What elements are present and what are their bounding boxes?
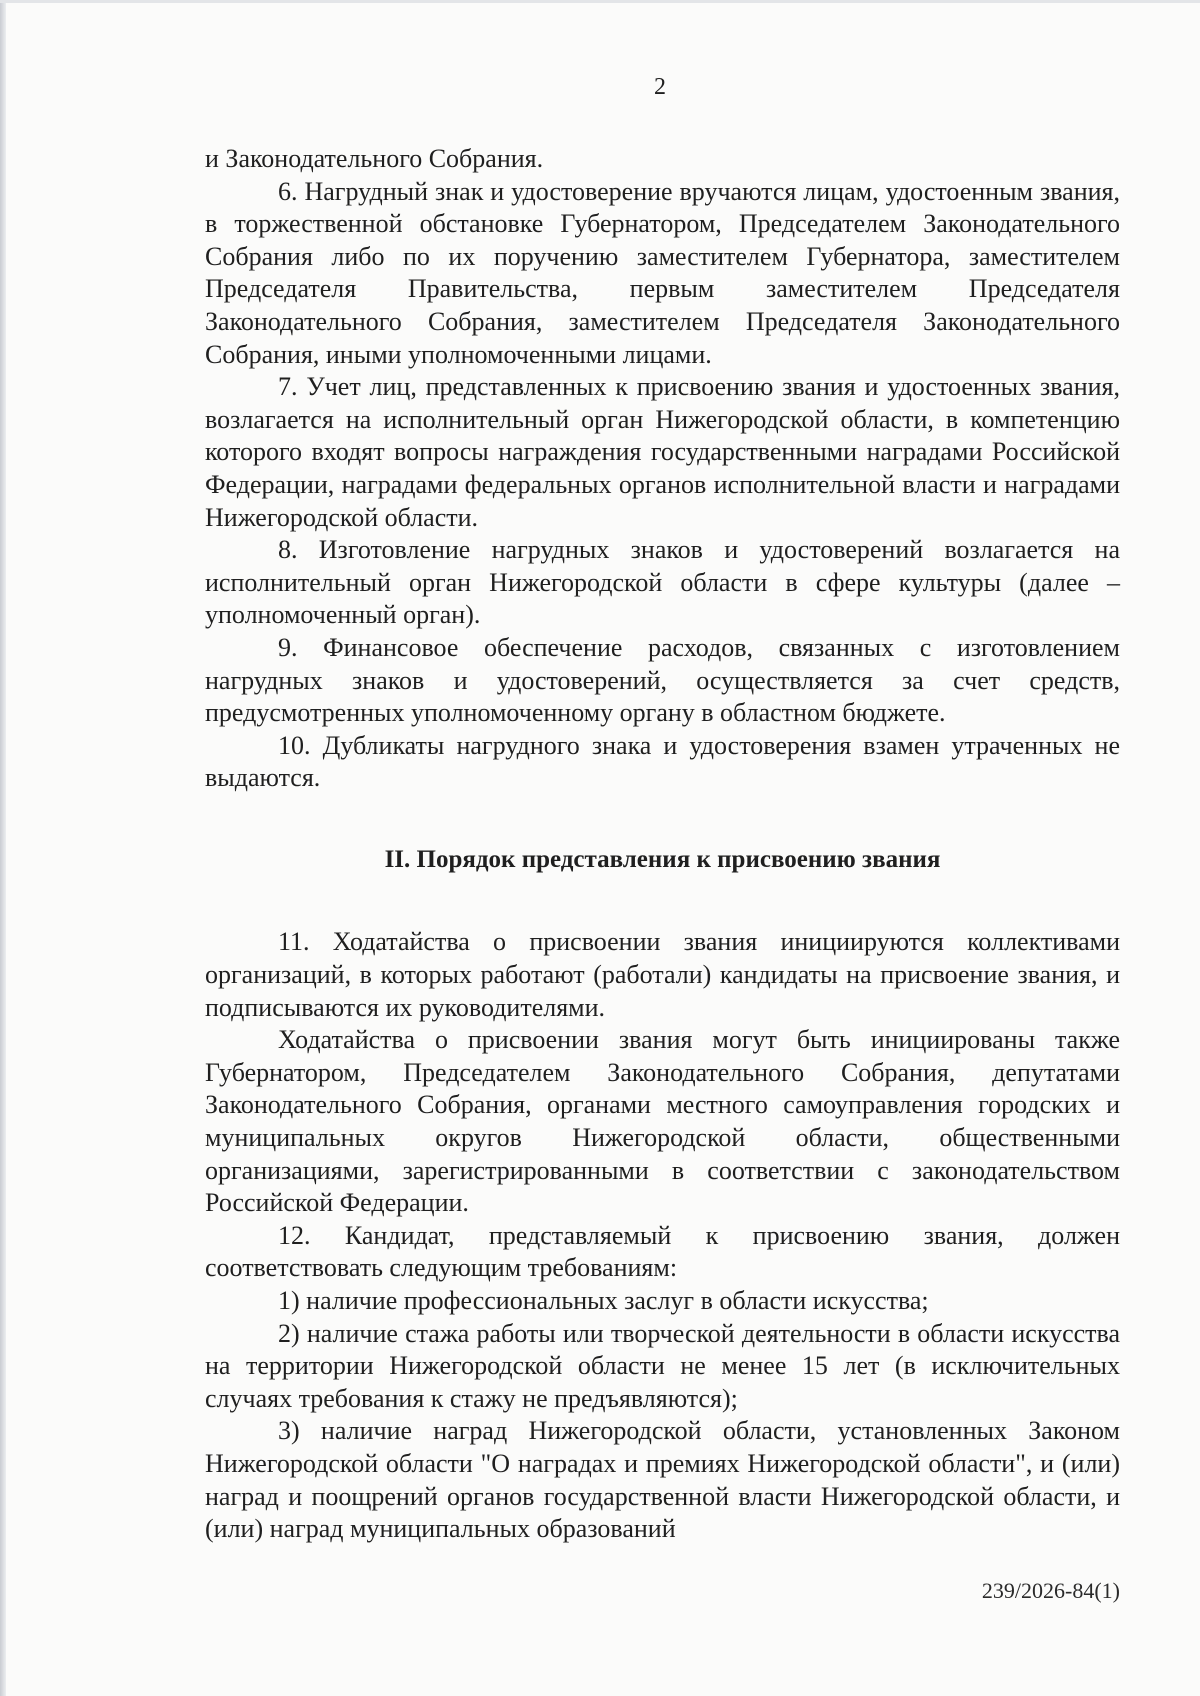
scan-edge-top [0, 0, 1200, 3]
document-code: 239/2026-84(1) [981, 1578, 1120, 1603]
paragraph-11: 11. Ходатайства о присвоении звания инициируются коллективами организаций, в которых работают (работали) кандидаты на присвоение звания, и подписываются их руководителями. [205, 927, 1120, 1022]
document-body [205, 143, 1120, 1546]
page-number: 2 [654, 74, 666, 100]
paragraph-9: 9. Финансовое обеспечение расходов, связанных с изготовлением нагрудных знаков и удостоверений, осуществляется за счет средств, предусмотренных уполномоченному органу в областном бюджете. [205, 632, 1120, 728]
paragraph-8: 8. Изготовление нагрудных знаков и удостоверений возлагается на исполнительный орган Нижегородской области в сфере культуры (далее – уполномоченный орган). [205, 535, 1120, 630]
section-heading: II. Порядок представления к присвоению звания [384, 845, 941, 873]
paragraph-continuation: и Законодательного Собрания. [205, 144, 544, 173]
paragraph-12: 12. Кандидат, представляемый к присвоению звания, должен соответствовать следующим требованиям: [205, 1220, 1120, 1283]
paragraph-6: 6. Нагрудный знак и удостоверение вручаются лицам, удостоенным звания, в торжественной обстановке Губернатором, Председателем Законодательного Собрания либо по их поручению заместителем Губернатора, заместителем Председателя Правительства, первым заместителем Председателя Законодательного Собрания, заместителем Председателя Законодательного Собрания, иными уполномоченными лицами. [205, 176, 1120, 369]
paragraph-11-continued: Ходатайства о присвоении звания могут быть инициированы также Губернатором, Председателем Законодательного Собрания, депутатами Законодательного Собрания, органами местного самоуправления городских и муниципальных округов Нижегородской области, общественными организациями, зарегистрированными в соответствии с законодательством Российской Федерации. [205, 1025, 1120, 1218]
paragraph-7: 7. Учет лиц, представленных к присвоению звания и удостоенных звания, возлагается на исполнительный орган Нижегородской области, в компетенцию которого входят вопросы награждения государственными наградами Российской Федерации, наградами федеральных органов исполнительной власти и наградами Нижегородской области. [205, 372, 1120, 532]
requirement-1: 1) наличие профессиональных заслуг в области искусства; [278, 1286, 929, 1315]
requirement-3: 3) наличие наград Нижегородской области, установленных Законом Нижегородской области "О наградах и премиях Нижегородской области", и (или) наград и поощрений органов государственной власти Нижегородской области, и (или) наград муниципальных образований [205, 1416, 1120, 1544]
paragraph-10: 10. Дубликаты нагрудного знака и удостоверения взамен утраченных не выдаются. [205, 730, 1120, 793]
scan-edge [0, 0, 6, 1696]
requirement-2: 2) наличие стажа работы или творческой деятельности в области искусства на территории Нижегородской области не менее 15 лет (в исключительных случаях требования к стажу не предъявляются); [205, 1318, 1120, 1413]
